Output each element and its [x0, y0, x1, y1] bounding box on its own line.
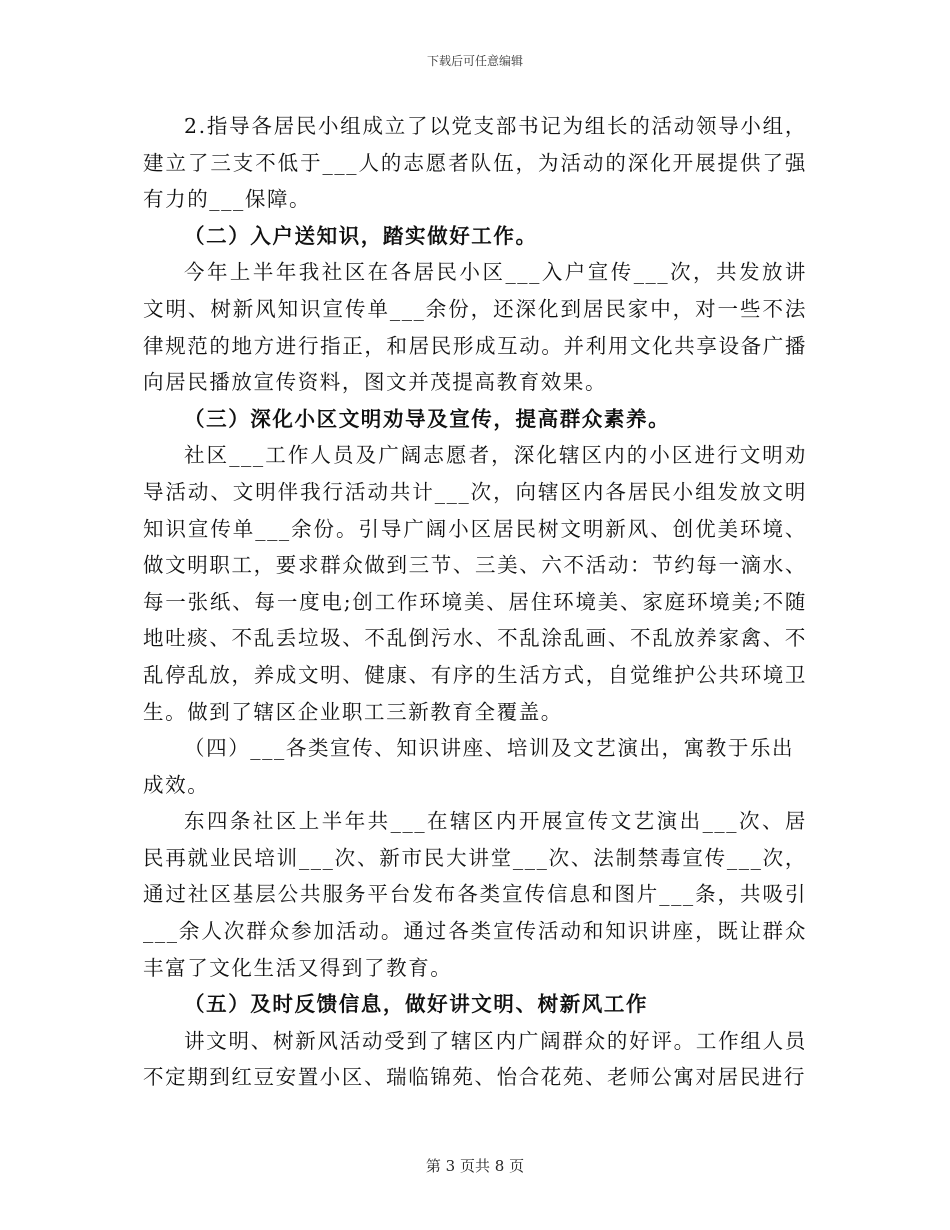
paragraph-door-to-door: 今年上半年我社区在各居民小区___入户宣传___次，共发放讲文明、树新风知识宣传单___余份，还深化到居民家中，对一些不法律规范的地方进行指正，和居民形成互动。并利用文化共享设备广播向居民播放宣传资料，图文并茂提高教育效果。 [143, 260, 807, 395]
section-heading-3: （三）深化小区文明劝导及宣传，提高群众素养。 [184, 406, 671, 431]
document-body [143, 108, 807, 1096]
section-heading-4: （四）___各类宣传、知识讲座、培训及文艺演出，寓教于乐出成效。 [143, 736, 795, 797]
section-heading-5: （五）及时反馈信息，做好讲文明、树新风工作 [184, 992, 649, 1017]
page-number: 第 3 页共 8 页 [425, 1157, 525, 1175]
section-heading-2: （二）入户送知识，踏实做好工作。 [184, 223, 538, 248]
paragraph-volunteer-team: 2.指导各居民小组成立了以党支部书记为组长的活动领导小组，建立了三支不低于___人的志愿者队伍，为活动的深化开展提供了强有力的___保障。 [143, 114, 807, 212]
header-note: 下载后可任意编辑 [426, 54, 523, 68]
paragraph-feedback: 讲文明、树新风活动受到了辖区内广阔群众的好评。工作组人员不定期到红豆安置小区、瑞临锦苑、怡合花苑、老师公寓对居民进行 [143, 1028, 807, 1090]
paragraph-civility-persuasion: 社区___工作人员及广阔志愿者，深化辖区内的小区进行文明劝导活动、文明伴我行活动共计___次，向辖区内各居民小组发放文明知识宣传单___余份。引导广阔小区居民树文明新风、创优美环境、做文明职工，要求群众做到三节、三美、六不活动：节约每一滴水、每一张纸、每一度电;创工作环境美、居住环境美、家庭环境美;不随地吐痰、不乱丢垃圾、不乱倒污水、不乱涂乱画、不乱放养家禽、不乱停乱放，养成文明、健康、有序的生活方式，自觉维护公共环境卫生。做到了辖区企业职工三新教育全覆盖。 [143, 443, 807, 724]
paragraph-activities: 东四条社区上半年共___在辖区内开展宣传文艺演出___次、居民再就业民培训___次、新市民大讲堂___次、法制禁毒宣传___次，通过社区基层公共服务平台发布各类宣传信息和图片___条，共吸引___余人次群众参加活动。通过各类宣传活动和知识讲座，既让群众丰富了文化生活又得到了教育。 [143, 809, 807, 980]
